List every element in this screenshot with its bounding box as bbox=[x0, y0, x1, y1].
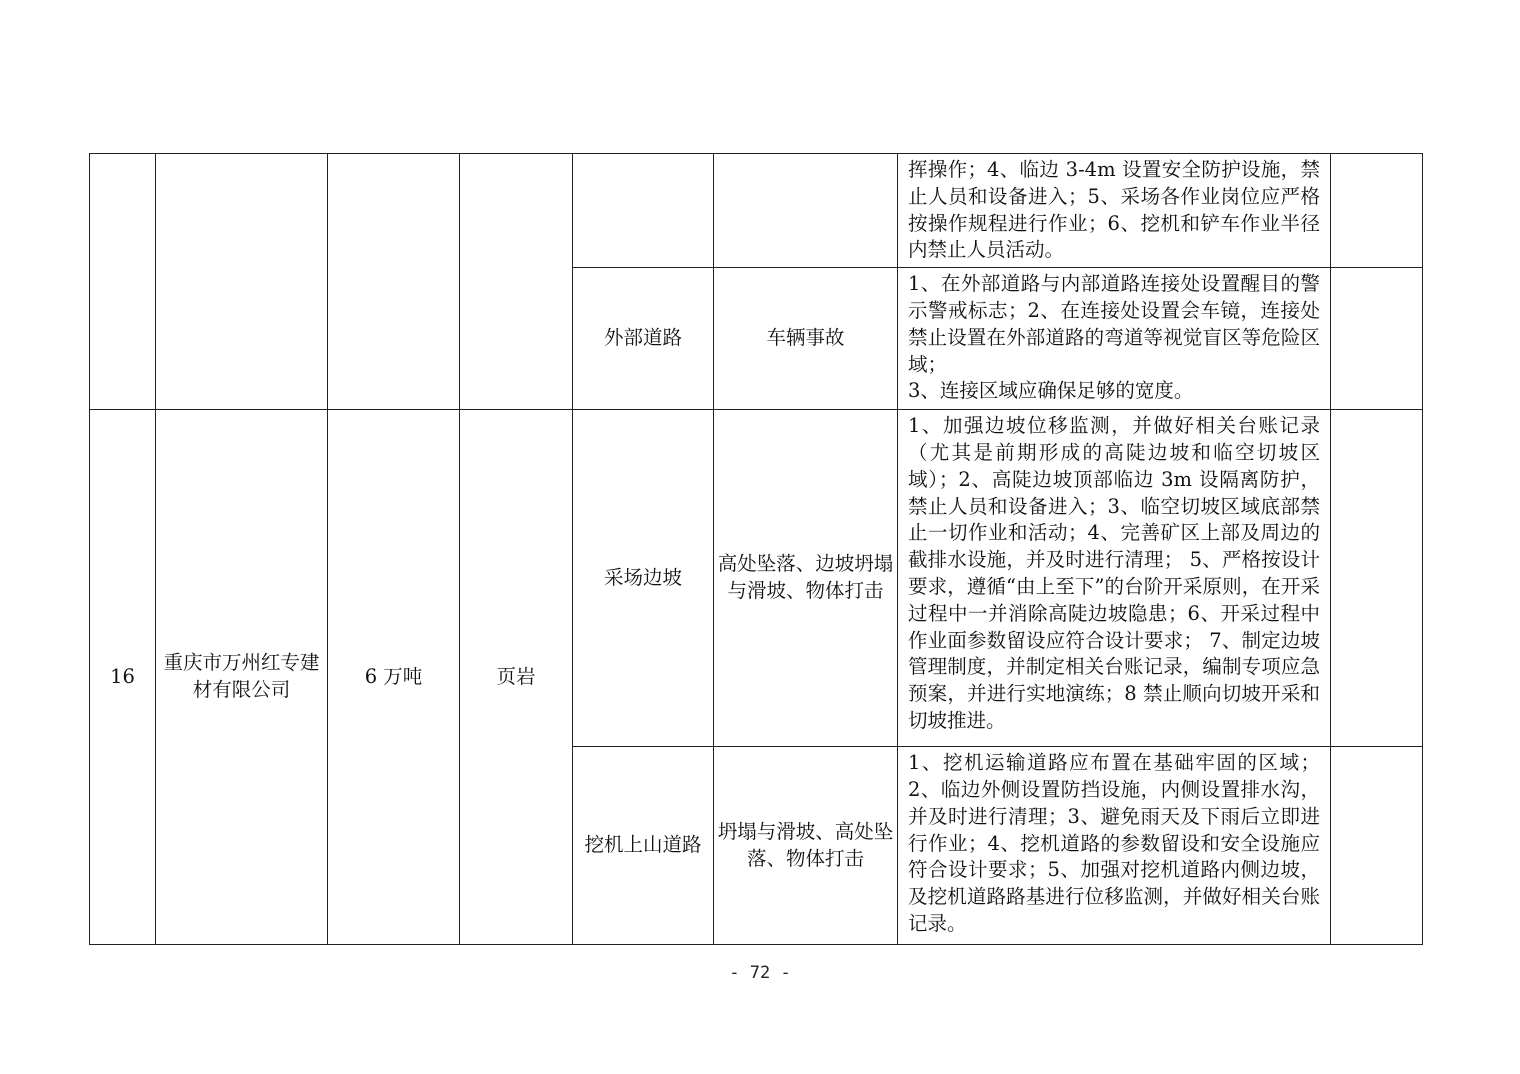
hazard-cell: 高处坠落、边坡坍塌与滑坡、物体打击 bbox=[714, 410, 898, 747]
location-cell: 采场边坡 bbox=[573, 410, 714, 747]
location-cell: 挖机上山道路 bbox=[573, 747, 714, 945]
number-cell bbox=[90, 154, 156, 410]
number-cell: 16 bbox=[90, 410, 156, 945]
remark-cell bbox=[1331, 410, 1423, 747]
hazard-cell: 坍塌与滑坡、高处坠落、物体打击 bbox=[714, 747, 898, 945]
hazard-cell: 车辆事故 bbox=[714, 268, 898, 410]
location-cell: 外部道路 bbox=[573, 268, 714, 410]
measures-cell: 1、挖机运输道路应布置在基础牢固的区域；2、临边外侧设置防挡设施，内侧设置排水沟，并及时进行清理；3、避免雨天及下雨后立即进行作业；4、挖机道路的参数留设和安全设施应符合设计要求；5、加强对挖机道路内侧边坡，及挖机道路路基进行位移监测，并做好相关台账记录。 bbox=[898, 747, 1331, 945]
mineral-cell: 页岩 bbox=[460, 410, 573, 945]
scale-cell bbox=[328, 154, 460, 410]
remark-cell bbox=[1331, 747, 1423, 945]
company-cell: 重庆市万州红专建材有限公司 bbox=[156, 410, 328, 945]
scale-cell: 6 万吨 bbox=[328, 410, 460, 945]
hazard-cell bbox=[714, 154, 898, 268]
company-cell bbox=[156, 154, 328, 410]
table-row bbox=[90, 154, 1423, 268]
mineral-cell bbox=[460, 154, 573, 410]
page-number: - 72 - bbox=[729, 963, 791, 983]
remark-cell bbox=[1331, 154, 1423, 268]
measures-cell: 挥操作；4、临边 3-4m 设置安全防护设施，禁止人员和设备进入；5、采场各作业岗位应严格按操作规程进行作业；6、挖机和铲车作业半径内禁止人员活动。 bbox=[898, 154, 1331, 268]
measures-cell: 1、加强边坡位移监测，并做好相关台账记录（尤其是前期形成的高陡边坡和临空切坡区域）；2、高陡边坡顶部临边 3m 设隔离防护，禁止人员和设备进入；3、临空切坡区域底部禁止一切作业和活动；4、完善矿区上部及周边的截排水设施，并及时进行清理； 5、严格按设计要求，遵循“由上至下”的台阶开采原则，在开采过程中一并消除高陡边坡隐患；6、开采过程中作业面参数留设应符合设计要求； 7、制定边坡管理制度，并制定相关台账记录，编制专项应急预案，并进行实地演练；8 禁止顺向切坡开采和切坡推进。 bbox=[898, 410, 1331, 747]
table-row bbox=[90, 410, 1423, 747]
location-cell bbox=[573, 154, 714, 268]
measures-cell: 1、在外部道路与内部道路连接处设置醒目的警示警戒标志；2、在连接处设置会车镜，连接处禁止设置在外部道路的弯道等视觉盲区等危险区域； 3、连接区域应确保足够的宽度。 bbox=[898, 268, 1331, 410]
remark-cell bbox=[1331, 268, 1423, 410]
risk-table bbox=[89, 153, 1423, 945]
